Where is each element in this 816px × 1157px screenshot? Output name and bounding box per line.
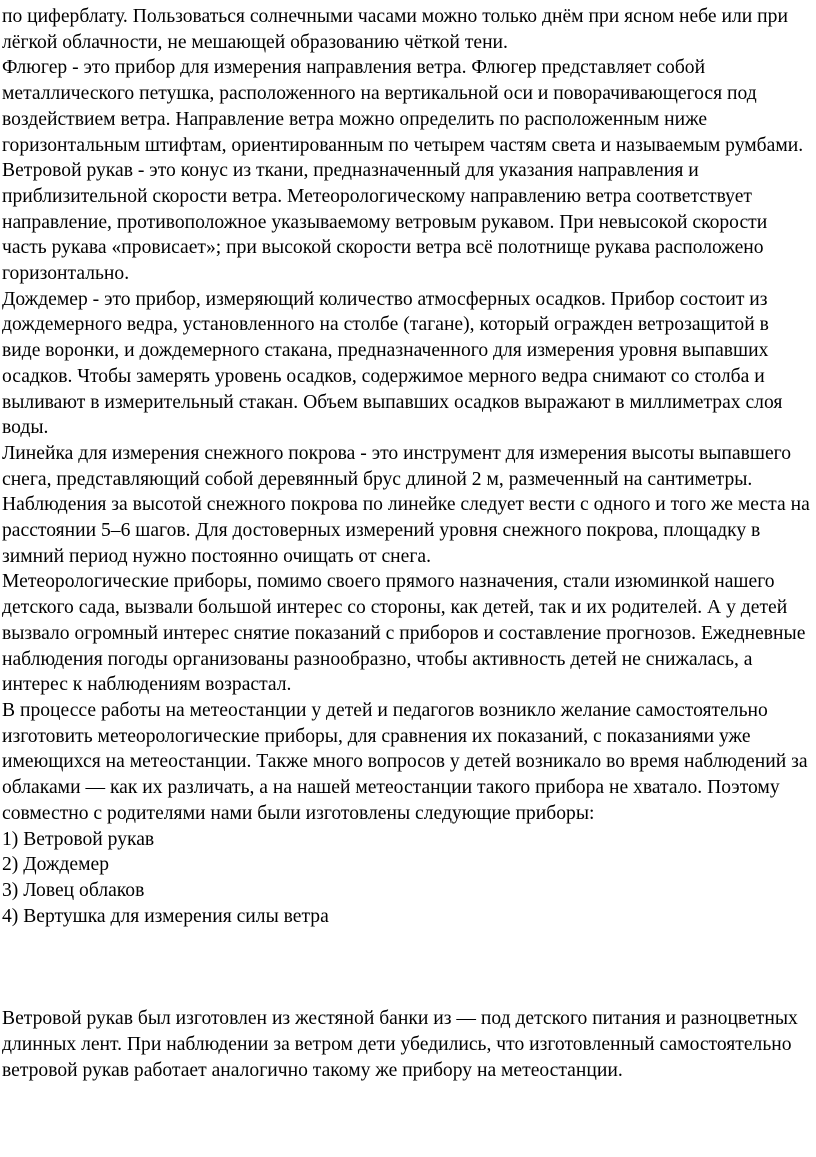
paragraph-sundial-end: по циферблату. Пользоваться солнечными часами можно только днём при ясном небе или при лёгкой облачности, не мешающей образованию чёткой тени. [2, 6, 788, 53]
list-item: 2) Дождемер [2, 854, 109, 876]
list-item: 1) Ветровой рукав [2, 828, 155, 850]
paragraph-instruments-interest: Метеорологические приборы, помимо своего прямого назначения, стали изюминкой нашего детского сада, вызвали большой интерес со стороны, как детей, так и их родителей. А у детей вызвало огромный интерес снятие показаний с приборов и составление прогнозов. Ежедневные наблюдения погоды организованы разнообразно, чтобы активность детей не снижалась, а интерес к наблюдениям возрастал. [2, 571, 806, 696]
blank-space [2, 929, 810, 1006]
paragraph-weathervane: Флюгер - это прибор для измерения направления ветра. Флюгер представляет собой металлического петушка, расположенного на вертикальной оси и поворачивающегося под воздействием ветра. Направление ветра можно определить по расположенным ниже горизонтальным штифтам, ориентированным по четырем частям света и называемым румбами. [2, 57, 804, 156]
instruments-list [2, 827, 810, 930]
paragraph-snow-ruler: Линейка для измерения снежного покрова - это инструмент для измерения высоты выпавшего снега, представляющий собой деревянный брус длиной 2 м, размеченный на сантиметры. Наблюдения за высотой снежного покрова по линейке следует вести с одного и того же места на расстоянии 5–6 шагов. Для достоверных измерений уровня снежного покрова, площадку в зимний период нужно постоянно очищать от снега. [2, 442, 810, 567]
paragraph-homemade-instruments: В процессе работы на метеостанции у детей и педагогов возникло желание самостоятельно изготовить метеорологические приборы, для сравнения их показаний, с показаниями уже имеющихся на метеостанции. Также много вопросов у детей возникало во время наблюдений за облаками — как их различать, а на нашей метеостанции такого прибора не хватало. Поэтому совместно с родителями нами были изготовлены следующие приборы: [2, 699, 808, 824]
list-item: 4) Вертушка для измерения силы ветра [2, 905, 329, 927]
paragraph-windsock-made: Ветровой рукав был изготовлен из жестяной банки из — под детского питания и разноцветных длинных лент. При наблюдении за ветром дети убедились, что изготовленный самостоятельно ветровой рукав работает аналогично такому же прибору на метеостанции. [2, 1008, 798, 1081]
paragraph-rain-gauge: Дождемер - это прибор, измеряющий количество атмосферных осадков. Прибор состоит из дождемерного ведра, установленного на столбе (тагане), который огражден ветрозащитой в виде воронки, и дождемерного стакана, предназначенного для измерения уровня выпавших осадков. Чтобы замерять уровень осадков, содержимое мерного ведра снимают со столба и выливают в измерительный стакан. Объем выпавших осадков выражают в миллиметрах слоя воды. [2, 288, 783, 439]
list-item: 3) Ловец облаков [2, 879, 145, 901]
paragraph-windsock: Ветровой рукав - это конус из ткани, предназначенный для указания направления и приблизительной скорости ветра. Метеорологическому направлению ветра соответствует направление, противоположное указываемому ветровым рукавом. При невысокой скорости часть рукава «провисает»; при высокой скорости ветра всё полотнище рукава расположено горизонтально. [2, 160, 768, 285]
